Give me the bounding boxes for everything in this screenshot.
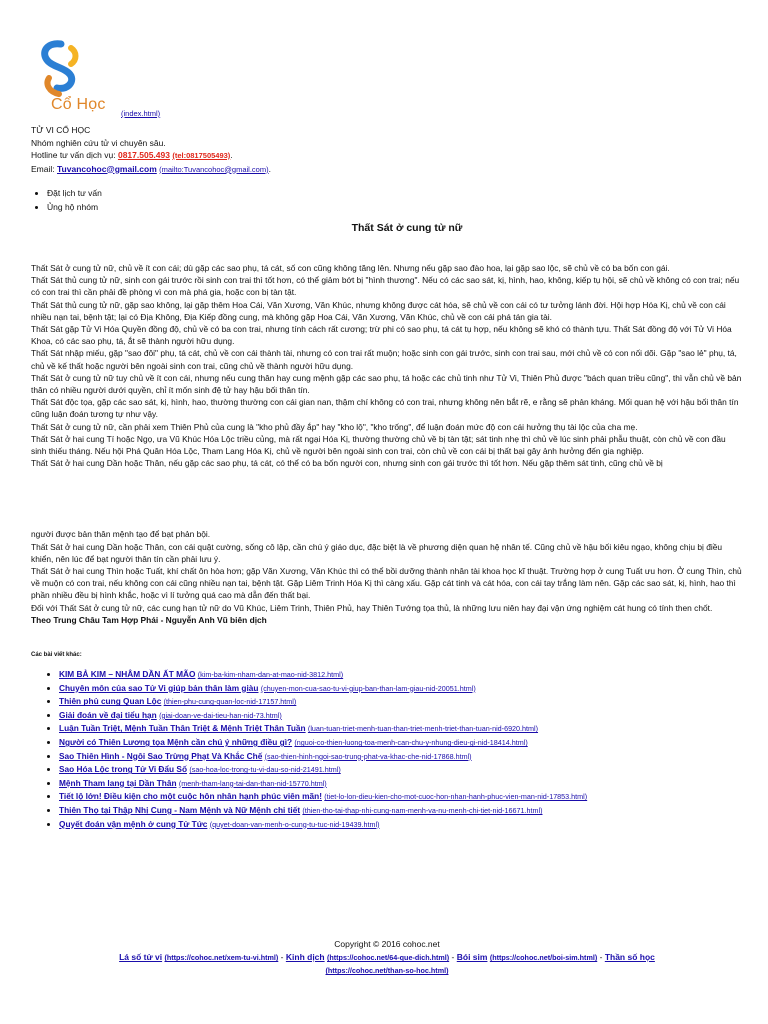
related-article-link[interactable]: Mệnh Tham lang tại Dần Thân [59, 777, 177, 788]
article-paragraph: Thất Sát độc tọa, gặp các sao sát, kị, hình, hao, thường thường con cái gian nan, thậm chí không có con trai, nhưng không nên bắt rẽ, e rằng sẽ phản kháng. Mối quan hệ với hậu bối thân tín cũng luận đoán tương tự như vậy. [31, 397, 739, 420]
page-break-gap [31, 469, 743, 528]
footer-link-than-so-hoc[interactable]: Thần số học [604, 952, 655, 962]
related-article-link[interactable]: Luận Tuần Triệt, Mệnh Tuần Thân Triệt & Mệnh Triệt Thân Tuần [59, 723, 306, 734]
article-paragraph: Đối với Thất Sát ở cung tử nữ, các cung hạn tử nữ do Vũ Khúc, Liêm Trinh, Thiên Phủ, hay Thiên Tướng tọa thủ, là những lưu niên hay đại vận ứng nghiệm cát hung có tính then chốt. [31, 602, 713, 613]
copyright: Copyright © 2016 cohoc.net [334, 939, 440, 949]
related-item [59, 763, 743, 777]
site-name: TỬ VI CỔ HỌC [31, 125, 91, 135]
email-label: Email: [31, 163, 55, 174]
email-link[interactable]: Tuvancohoc@gmail.com [57, 163, 157, 174]
related-article-url[interactable]: (luan-tuan-triet-menh-tuan-than-triet-menh-triet-than-tuan-nid-6920.html) [307, 724, 539, 734]
logo-home-link[interactable]: (index.html) [121, 109, 161, 118]
article-paragraph: Thất Sát ở cung tử nữ, chủ về ít con cái; dù gặp các sao phụ, tá cát, số con cũng không tăng lên. Nhưng nếu gặp sao đào hoa, lại gặp sao lộc, sẽ chủ về có ba bốn con gái. [31, 263, 670, 273]
hotline-number-link[interactable]: 0817.505.493 [117, 150, 170, 160]
menu-item-booking[interactable]: • Đặt lịch tư vấn [47, 186, 743, 200]
site-tagline: Nhóm nghiên cứu tử vi chuyên sâu. [31, 137, 166, 148]
related-item [59, 668, 743, 682]
related-articles-list [31, 668, 743, 831]
related-item [59, 790, 743, 804]
menu-item-support[interactable]: • Ủng hộ nhóm [47, 200, 743, 214]
page-footer [31, 938, 743, 977]
related-article-link[interactable]: Thiên Thọ tại Thập Nhị Cung - Nam Mệnh và Nữ Mệnh chi tiết [59, 805, 301, 816]
footer-separator: - [599, 952, 605, 962]
footer-link-la-so-url[interactable]: (https://cohoc.net/xem-tu-vi.html) [164, 953, 279, 962]
related-article-url[interactable]: (tiet-lo-lon-dieu-kien-cho-mot-cuoc-hon-nhan-hanh-phuc-vien-man-nid-17853.html) [324, 792, 588, 802]
page-content [31, 38, 743, 831]
hotline-label: Hotline tư vấn dịch vụ: [31, 150, 116, 160]
related-article-link[interactable]: Chuyên môn của sao Tử Vi giúp bản thân làm giàu [59, 682, 259, 693]
logo-swirl-icon [31, 38, 91, 100]
related-article-link[interactable]: Sao Thiên Hình - Ngôi Sao Trừng Phạt Và Khắc Chế [59, 750, 263, 761]
hotline-tel-link[interactable]: (tel:0817505493) [172, 151, 231, 160]
related-article-link[interactable]: Tiết lộ lớn! Điều kiện cho một cuộc hôn nhân hạnh phúc viên mãn! [59, 791, 322, 802]
email-mailto-link[interactable]: (mailto:Tuvancohoc@gmail.com) [159, 164, 269, 174]
top-menu [31, 186, 743, 214]
footer-link-than-so-hoc-url[interactable]: (https://cohoc.net/than-so-hoc.html) [325, 966, 449, 975]
logo-text: Cổ Học [51, 96, 106, 113]
related-article-link[interactable]: Người có Thiên Lương tọa Mệnh cần chú ý những điều gì? [59, 737, 293, 748]
header-logo-row [31, 38, 743, 122]
related-item [59, 818, 743, 832]
related-article-link[interactable]: Giải đoán về đại tiểu hạn [59, 709, 157, 720]
article-paragraph: Thất Sát nhập miếu, gặp "sao đôi" phụ, tá cát, chủ về con cái thành tài, nhưng có con trai rất muộn; hoặc sinh con gái trước, sinh con trai sau, mới chủ về có con nối dõi. Gặp "sao lẻ" phụ, tá, chủ về kế thất hoặc người bên ngoài sinh con trai, cũng chủ về thành người hữu dụng. [31, 348, 737, 371]
article-paragraph: Thất Sát thủ cung tử nữ, sinh con gái trước rồi sinh con trai thì tốt hơn, có thể giảm bớt bị "hình thương". Nếu có các sao sát, kị, hình, hao, không, kiếp tụ hội, sẽ chủ về không có con trai; nếu có con trai thì cần phải đề phòng vì con mà phá gia, hoặc con bị tàn tật. [31, 275, 740, 298]
footer-separator: - [451, 952, 457, 962]
related-article-url[interactable]: (kim-ba-kim-nham-dan-at-mao-nid-3812.html) [197, 670, 344, 680]
related-item [59, 695, 743, 709]
related-item [59, 777, 743, 791]
article-paragraph: Thất Sát thủ cung tử nữ, gặp sao không, lại gặp thêm Hoa Cái, Văn Xương, Văn Khúc, nhưng không được cát hóa, sẽ chủ về con cái có tư tưởng lánh đời. Hội hợp Hóa Kị, chủ về con cái nhiều nạn tai, bệnh tật; lại có Địa Không, Địa Kiếp đồng cung, mà không gặp Hoa Cái, Văn Xương, Văn Khúc, chủ về con cái phá tán gia tài. [31, 299, 726, 322]
footer-link-boi-sim-url[interactable]: (https://cohoc.net/boi-sim.html) [489, 953, 598, 962]
related-item [59, 750, 743, 764]
article-paragraph: người được bản thân mệnh tạo để bạt phản bội. [31, 529, 211, 540]
related-item [59, 722, 743, 736]
email-line: Email: Tuvancohoc@gmail.com (mailto:Tuvancohoc@gmail.com). [31, 163, 271, 174]
footer-links [31, 951, 743, 977]
related-article-url[interactable]: (chuyen-mon-cua-sao-tu-vi-giup-ban-than-lam-giau-nid-20051.html) [260, 683, 476, 693]
article-paragraph: Thất Sát ở cung tử nữ tuy chủ về ít con cái, nhưng nếu cung thân hay cung mệnh gặp các sao phụ, tá hoặc các chủ tinh như Tử Vi, Thiên Phủ được "bách quan triều cũng", thì vẫn chủ về bản thân có nhiều người dưới quyền, chỉ ít mốn sinh đệ tử hay hậu bối thân tín. [31, 372, 742, 396]
related-article-link[interactable]: KIM BẢ KIM – NHÂM DẦN ẤT MÃO [59, 669, 196, 680]
related-article-url[interactable]: (thien-phu-cung-quan-loc-nid-17157.html) [163, 697, 297, 707]
article-source: Theo Trung Châu Tam Hợp Phái - Nguyễn Anh Vũ biên dịch [31, 614, 267, 625]
footer-link-kinh-dich[interactable]: Kinh dịch [285, 952, 325, 962]
article-paragraph: Thất Sát ở hai cung Thìn hoặc Tuất, khí chất ôn hòa hơn; gặp Văn Xương, Văn Khúc thì có thể bồi dưỡng thành nhân tài khoa học kĩ thuật. Trường hợp ở cung Tuất ưu hơn. Ở cung Thìn, chủ về muộn có con trai, nếu không con cái cũng nhiều nạn tai, bệnh tật. Gặp Liêm Trinh Hóa Kị thì càng xấu. Gặp cát tinh và cát hóa, con cái tay trắng làm nên. Gặp các sao sát, kị, hình, hao thì phần nhiều đều bị hình khắc, hoặc vì lí tưởng quá cao mà dẫn đến thất bại. [31, 566, 742, 601]
related-article-url[interactable]: (thien-tho-tai-thap-nhi-cung-nam-menh-va-nu-menh-chi-tiet-nid-16671.html) [302, 806, 543, 816]
footer-link-kinh-dich-url[interactable]: (https://cohoc.net/64-que-dich.html) [326, 953, 450, 962]
footer-link-la-so[interactable]: Lá số tử vi [119, 952, 163, 962]
related-item [59, 736, 743, 750]
related-article-url[interactable]: (menh-tham-lang-tai-dan-than-nid-15770.html) [178, 778, 327, 788]
related-article-url[interactable]: (giai-doan-ve-dai-tieu-han-nid-73.html) [159, 710, 282, 720]
related-item [59, 709, 743, 723]
related-article-link[interactable]: Thiên phủ cung Quan Lộc [59, 696, 162, 707]
related-item [59, 682, 743, 696]
related-article-url[interactable]: (nguoi-co-thien-luong-toa-menh-can-chu-y-nhung-dieu-gi-nid-18414.html) [294, 738, 528, 748]
related-article-url[interactable]: (sao-thien-hinh-ngoi-sao-trung-phat-va-khac-che-nid-17868.html) [264, 751, 472, 761]
related-article-link[interactable]: Sao Hóa Lộc trong Tử Vi Đẩu Số [59, 764, 188, 775]
article-paragraph: Thất Sát ở cung tử nữ, cần phải xem Thiên Phủ của cung là "kho phủ đầy ắp" hay "kho lộ", "kho trống", để luận đoán mức độ con cái hưởng thụ tài lộc của cha mẹ. [31, 421, 638, 432]
contact-block [31, 124, 743, 176]
article-paragraph: Thất Sát gặp Tử Vi Hóa Quyền đồng độ, chủ về có ba con trai, nhưng tính cách rất cương; trừ phi có sao phụ, tá cát tụ hợp, nếu không sẽ khó có thành tựu. Thất Sát đồng độ với Tử Vi Hóa Khoa, có các sao phụ, tá, ắt sẽ thành người hữu dụng. [31, 324, 732, 347]
hotline-line: Hotline tư vấn dịch vụ: 0817.505.493 (tel:0817505493). [31, 150, 233, 160]
article-title: Thất Sát ở cung tử nữ [351, 222, 463, 234]
related-item [59, 804, 743, 818]
related-heading: Các bài viết khác: [31, 652, 82, 659]
footer-separator: - [280, 952, 286, 962]
article-paragraph: Thất Sát ở hai cung Tí hoặc Ngọ, ưa Vũ Khúc Hóa Lộc triều củng, mà rất ngại Hóa Kị, thường thường chủ về bị tàn tật; sát tinh nhẹ thì chủ về lúc sinh phải phẫu thuật, còn chủ về con đầu sinh thiếu tháng. Nếu hội Phá Quân Hóa Lộc, Tham Lang Hóa Kị, chủ về người bên ngoài sinh con trai, còn chủ về con cái bị thất bại gây ảnh hưởng đến gia nghiệp. [31, 433, 726, 457]
site-logo[interactable] [31, 38, 121, 122]
footer-link-boi-sim[interactable]: Bói sim [456, 952, 488, 962]
article-paragraph: Thất Sát ở hai cung Dần hoặc Thân, nếu gặp các sao phụ, tá cát, có thể có ba bốn người con, nhưng sinh con gái trước thì tốt hơn. Nếu gặp thêm sát tinh, cũng chủ về bị [31, 458, 663, 469]
related-article-url[interactable]: (quyet-doan-van-menh-o-cung-tu-tuc-nid-19439.html) [209, 819, 380, 829]
related-article-link[interactable]: Quyết đoán vận mệnh ở cung Tử Tức [59, 818, 208, 829]
article-body [31, 262, 743, 626]
related-article-url[interactable]: (sao-hoa-loc-trong-tu-vi-dau-so-nid-21491.html) [189, 765, 341, 775]
article-paragraph: Thất Sát ở hai cung Dần hoặc Thân, con cái quật cường, sống cô lập, cần chú ý giáo dục, đặc biệt là về phương diện quan hệ nhân tế. Cũng chủ về hậu bối kiêu ngạo, không chịu bị điều khiển, nên lúc để bạt người thân tín cần phải lưu ý. [31, 541, 723, 564]
